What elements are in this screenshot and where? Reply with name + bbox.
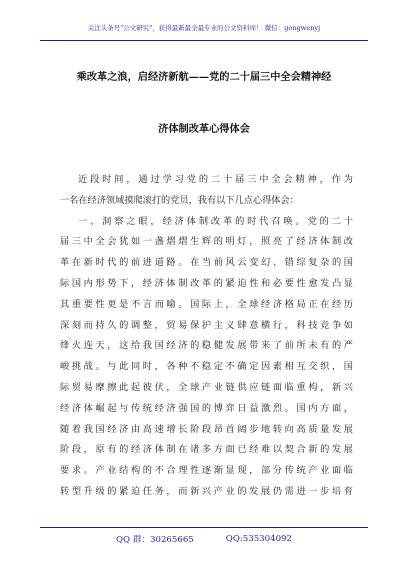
- body-line: 深刻而持久的调整，贸易保护主义肆意横行，科技竞争如: [60, 319, 353, 331]
- page-header: [40, 14, 368, 41]
- paragraph-section-1: [60, 212, 353, 503]
- body-line: 峻挑战。与此同时，各种不稳定不确定因素相互交织，国: [60, 361, 353, 373]
- body-line: 其重要性更是不言而喻。国际上，全球经济格局正在经历: [60, 298, 353, 310]
- body-line: 阶段，原有的经济体制在诸多方面已经难以契合新的发展: [60, 444, 353, 456]
- body-line: 转型升级的紧迫任务，而新兴产业的发展仍需进一步培育: [60, 485, 353, 497]
- body-line: 一名在经济领域摸爬滚打的党员，我有以下几点心得体会：: [60, 194, 299, 206]
- footer-qq-contact: QQ:535304092: [225, 534, 292, 544]
- body-line: 近段时间，通过学习党的二十届三中全会精神，作为: [78, 174, 353, 185]
- body-line: 要求。产业结构的不合理性逐渐显现，部分传统产业面临: [60, 465, 353, 477]
- document-body: [60, 170, 353, 503]
- document-title-line-1: 乘改革之浪，启经济新航——党的二十届三中全会精神经: [76, 71, 332, 83]
- body-line: 一、洞察之眼，经济体制改革的时代召唤。党的二十: [78, 215, 353, 227]
- paragraph-intro: [60, 170, 353, 212]
- footer-qq-group: QQ 群：30265665: [116, 535, 194, 545]
- body-line: 经济体崛起与传统经济强国的博弈日益激烈。国内方面，: [60, 402, 353, 414]
- body-line: 际国内形势下，经济体制改革的紧迫性和必要性愈发凸显: [60, 277, 353, 289]
- body-line: 际贸易摩擦此起彼伏，全球产业链供应链面临重构，新兴: [60, 381, 353, 393]
- document-title-line-2: 济体制改革心得体会: [158, 123, 250, 135]
- body-line: 随着我国经济由高速增长阶段昂首阔步地转向高质量发展: [60, 423, 353, 435]
- header-promo-text: 关注头条号"公文研究"，获得最新最全最专业的公文资料库！ 微信：gongwenyj: [87, 23, 321, 32]
- page-footer: [40, 527, 368, 550]
- body-line: 届三中全会犹如一盏熠熠生辉的明灯，照亮了经济体制改: [60, 236, 353, 248]
- body-line: 烽火连天，这给我国经济的稳健发展带来了前所未有的严: [60, 340, 353, 352]
- body-line: 革在新时代的前进道路。在当前风云变幻、错综复杂的国: [60, 257, 353, 269]
